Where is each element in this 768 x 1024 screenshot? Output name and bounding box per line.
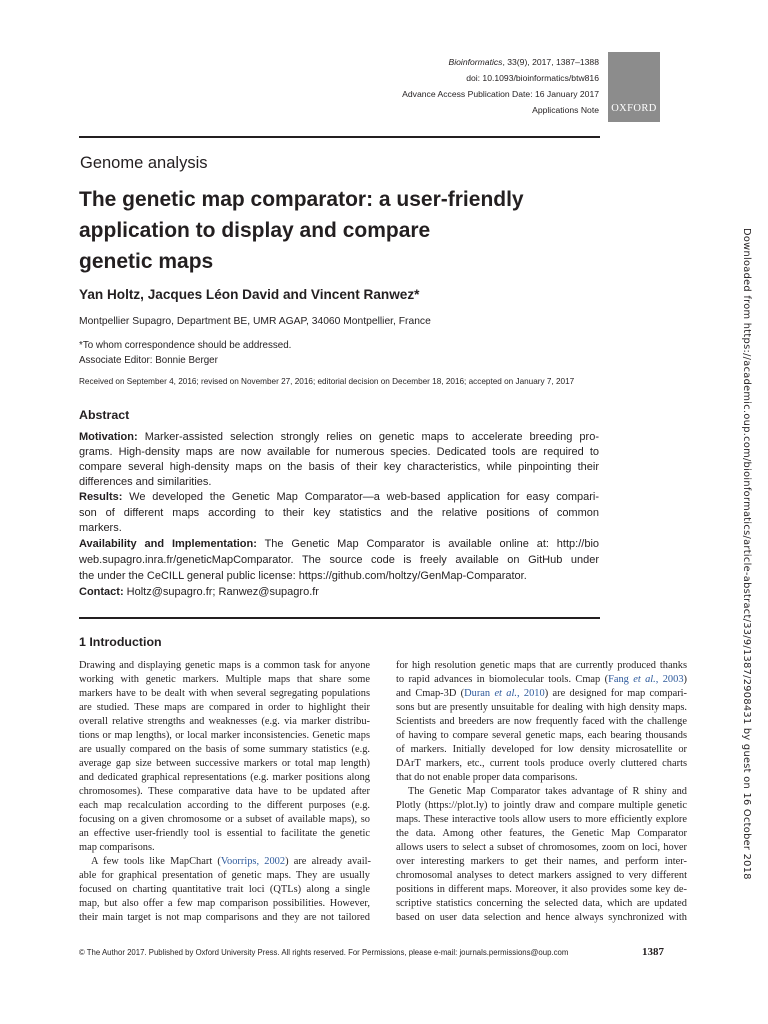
abstract-line: son of different maps according to their key statistics and the relative positions of common	[79, 507, 599, 519]
intro-right-line: Plotly (https://plot.ly) to jointly draw and compare multiple genetic	[396, 800, 687, 811]
abstract-line: Availability and Implementation: The Genetic Map Comparator is available online at: http://bio	[79, 538, 600, 550]
intro-left-line: focusing on a given chromosome or a subset of available maps), so	[79, 814, 370, 825]
intro-left-line: average gap size between successive markers or total map length)	[79, 758, 370, 769]
intro-left-line: tions or map lengths), or local marker inconsistencies. Genetic maps	[79, 730, 370, 741]
intro-left-line: are studied. These maps are compared in order to highlight their	[79, 702, 370, 713]
advance-access-date: Advance Access Publication Date: 16 January 2017	[402, 89, 599, 99]
correspondence-note: *To whom correspondence should be addressed.	[79, 340, 292, 351]
article-type: Applications Note	[532, 105, 599, 115]
abstract-line: web.supagro.inra.fr/geneticMapComparator. The source code is freely available on GitHub under	[79, 554, 599, 566]
intro-right-line: chromosomal analyses to detect markers assigned to very different	[396, 870, 687, 881]
intro-left-line: are usually compared on the basis of some summary statistics (e.g.	[79, 744, 370, 755]
affiliation: Montpellier Supagro, Department BE, UMR AGAP, 34060 Montpellier, France	[79, 316, 431, 327]
intro-right-line: DArT markers, etc., current tools produce overly cluttered charts	[396, 758, 687, 769]
citation-duran[interactable]: Duran et al., 2010	[464, 688, 545, 699]
doi[interactable]: doi: 10.1093/bioinformatics/btw816	[466, 73, 599, 83]
journal-volume: , 33(9), 2017, 1387–1388	[502, 57, 599, 67]
oxford-logo-text: OXFORD	[611, 103, 657, 114]
intro-right-line: positions in different maps. Moreover, it also provides some key de-	[396, 884, 687, 895]
associate-editor: Associate Editor: Bonnie Berger	[79, 355, 218, 366]
intro-right-line: sons but are presently unsuitable for dealing with high density maps.	[396, 702, 687, 713]
intro-left-line: Drawing and displaying genetic maps is a common task for anyone	[79, 660, 370, 671]
journal-citation	[449, 57, 600, 67]
intro-left-line: map comparisons.	[79, 842, 155, 853]
intro-right-line: maps. These interactive tools allow users to more efficiently explore	[396, 814, 687, 825]
section-label: Genome analysis	[80, 154, 208, 172]
abstract-line: the under the CeCILL general public license: https://github.com/holtzy/GenMap-Comparator.	[79, 570, 527, 582]
abstract-line: compare several high-density maps on the basis of their key characteristics, while pinpointing their	[79, 461, 599, 473]
intro-right-line: the data. Among other features, the Genetic Map Comparator	[396, 828, 687, 839]
abstract-heading: Abstract	[79, 408, 130, 422]
citation-voorrips[interactable]: Voorrips, 2002	[220, 856, 286, 867]
abstract-line: Results: We developed the Genetic Map Comparator—a web-based application for easy compari-	[79, 491, 599, 503]
intro-right-line: of having to compare several genetic maps, each bearing thousands	[396, 730, 687, 741]
intro-left-line: and dedicated graphical representations (e.g. marker positions along	[79, 772, 370, 783]
title-line-3: genetic maps	[79, 250, 214, 273]
intro-left-line: their main target is not map comparisons and they are not tailored	[79, 912, 370, 923]
intro-left-line: an effective user-friendly tool is essential to facilitate the genetic	[79, 828, 370, 839]
title-line-1: The genetic map comparator: a user-friendly	[79, 188, 524, 211]
intro-left-line: map, but also offer a few map comparison possibilities. However,	[79, 898, 370, 909]
oxford-logo	[608, 52, 660, 122]
intro-left-line: focused on charting quantitative trait loci (QTLs) along a single	[79, 884, 370, 895]
header-rule	[79, 136, 600, 138]
intro-right-line: The Genetic Map Comparator takes advantage of R shiny and	[408, 786, 687, 797]
abstract-line: Motivation: Marker-assisted selection strongly relies on genetic maps to accelerate breeding pro-	[79, 431, 599, 443]
citation-fang[interactable]: Fang et al., 2003	[608, 674, 684, 685]
page-number: 1387	[642, 946, 664, 958]
intro-left-line: overall relative strengths and weaknesses (e.g. via marker distribu-	[79, 716, 370, 727]
intro-right-line: for high resolution genetic maps that are currently produced thanks	[396, 660, 687, 671]
intro-right-line-cmap3d: and Cmap-3D (Duran et al., 2010) are designed for map compari-	[396, 688, 687, 699]
intro-left-line: chromosomes). These comparative data have to be updated after	[79, 786, 370, 797]
intro-right-line: based on user data selection and hence always synchronized with	[396, 912, 687, 923]
title-line-2: application to display and compare	[79, 219, 431, 242]
intro-left-line-mapchart: A few tools like MapChart (Voorrips, 2002) are already avail-	[91, 856, 372, 867]
intro-left-line: markers have to be dealt with when several segregating populations	[79, 688, 370, 699]
abstract-line: differences and similarities.	[79, 476, 212, 488]
received-dates: Received on September 4, 2016; revised on November 27, 2016; editorial decision on December 18, 2016; accepted on January 7, 2017	[79, 377, 575, 386]
intro-left-line: able for graphical presentation of genetic maps. They are usually	[79, 870, 370, 881]
intro-left-line: each map recalculation according to the different purposes (e.g.	[79, 800, 370, 811]
abstract-rule	[79, 617, 600, 619]
intro-right-line: over interesting markers to get their names, and perform inter-	[396, 856, 687, 867]
copyright-footer: © The Author 2017. Published by Oxford University Press. All rights reserved. For Permissions, please e-mail: journals.permissions@oup.com	[79, 948, 569, 957]
intro-right-line: allows users to select a subset of chromosomes, zoom on loci, hover	[396, 842, 687, 853]
intro-right-line: scriptive statistics concerning the selected data, which are updated	[396, 898, 687, 909]
abstract-line: grams. High-density maps are now available for numerous species. Dedicated tools are required to	[79, 446, 599, 458]
introduction-heading: 1 Introduction	[79, 635, 162, 649]
intro-right-line: Scientists and breeders are now frequently faced with the challenge	[396, 716, 687, 727]
intro-right-line: of markers. Initially developed for low density microsatellite or	[396, 744, 687, 755]
intro-right-line-cmap: to rapid advances in biomolecular tools. Cmap (Fang et al., 2003)	[396, 674, 687, 685]
intro-right-line: that do not enable proper data comparisons.	[396, 772, 578, 783]
abstract-line: markers.	[79, 522, 122, 534]
journal-name: Bioinformatics	[448, 57, 503, 67]
abstract-contact: Contact: Holtz@supagro.fr; Ranwez@supagro.fr	[79, 586, 319, 598]
intro-left-line: working with genetic markers. Multiple maps that share some	[79, 674, 370, 685]
authors: Yan Holtz, Jacques Léon David and Vincent Ranwez*	[79, 287, 420, 302]
download-notice: Downloaded from https://academic.oup.com/bioinformatics/article-abstract/33/9/1387/2908431 by guest on 16 October 2018	[741, 228, 752, 880]
